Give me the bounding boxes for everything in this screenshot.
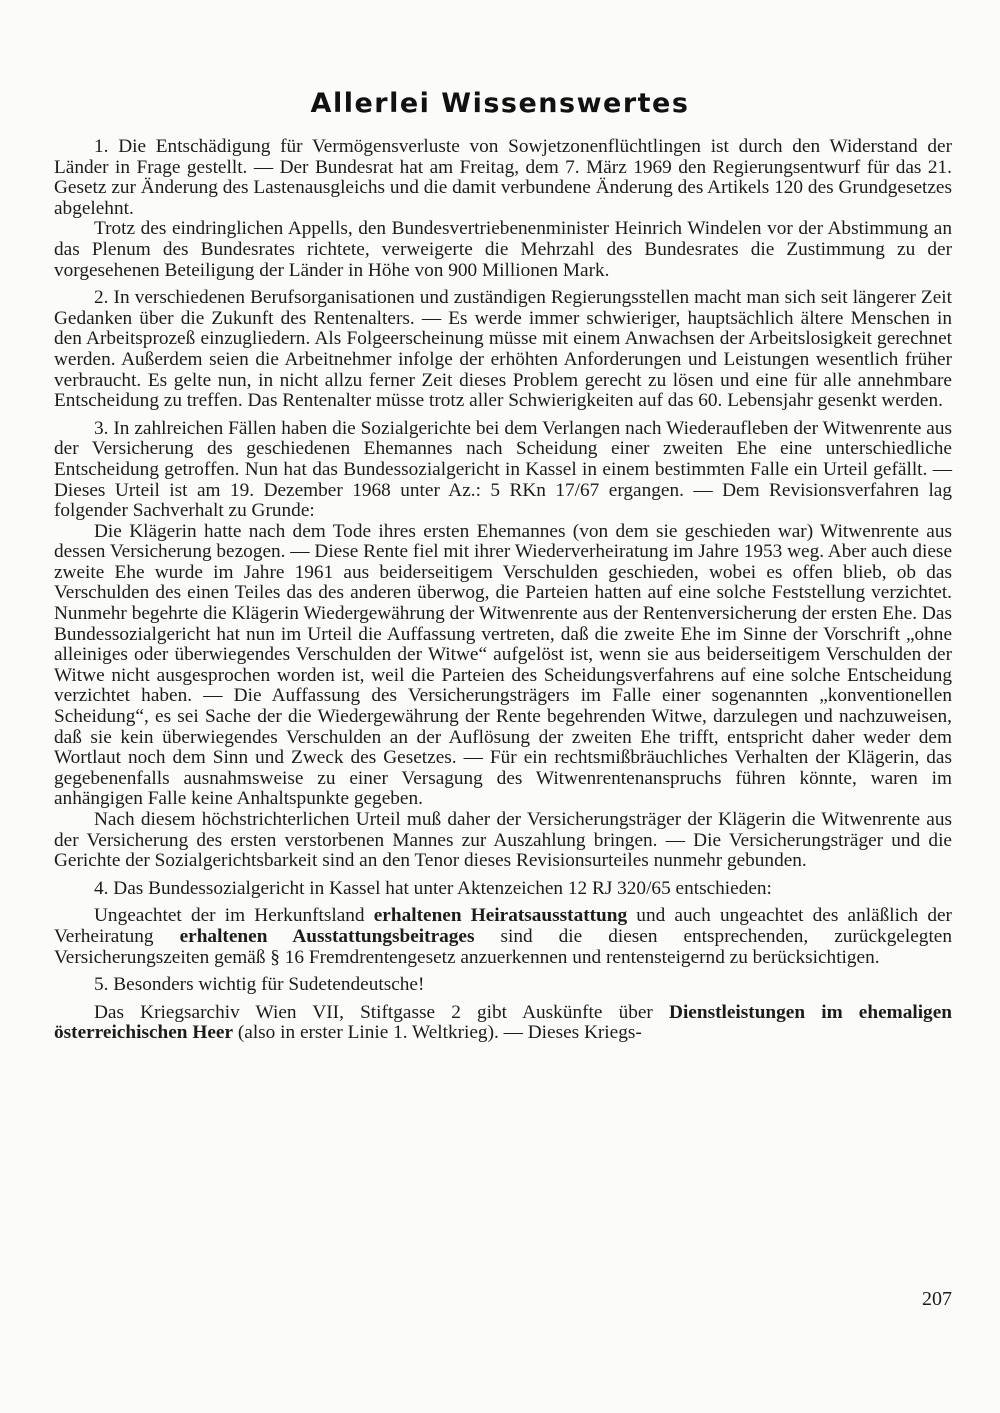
paragraph-2: 2. In verschiedenen Berufsorganisationen und zuständigen Regierungsstellen macht man sich seit längerer Zeit Gedanken über die Zukunft des Rentenalters. — Es werde immer schwieriger, hauptsächlich ältere Menschen in den Arbeitsprozeß einzugliedern. Als Folgeerscheinung müsse mit einem Anwachsen der Arbeitslosigkeit gerechnet werden. Außerdem seien die Arbeitnehmer infolge der erhöhten Anforderungen und Leistungen wesentlich früher verbraucht. Es gelte nun, in nicht allzu ferner Zeit dieses Problem gerecht zu lösen und eine für alle annehmbare Entscheidung zu treffen. Das Rentenalter müsse trotz aller Schwierigkeiten auf das 60. Lebensjahr gesenkt werden. xyxy=(54,287,952,412)
paragraph-4: 4. Das Bundessozialgericht in Kassel hat unter Aktenzeichen 12 RJ 320/65 entschieden: xyxy=(94,877,772,899)
page-title: Allerlei Wissenswertes xyxy=(310,88,690,119)
paragraph-3: 3. In zahlreichen Fällen haben die Sozialgerichte bei dem Verlangen nach Wiederaufleben der Witwenrente aus der Versicherung des geschiedenen Ehemannes nach Scheidung einer zweiten Ehe eine unterschiedliche Entscheidung getroffen. Nun hat das Bundessozialgericht in Kassel in einem bestimmten Falle ein Urteil gefällt. — Dieses Urteil ist am 19. Dezember 1968 unter Az.: 5 RKn 17/67 ergangen. — Dem Revisionsverfahren lag folgender Sachverhalt zu Grunde: xyxy=(54,417,952,522)
p4-text-a: Ungeachtet der im Herkunftsland xyxy=(94,905,374,927)
p5-text-c: (also in erster Linie 1. Weltkrieg). — Dieses Kriegs- xyxy=(233,1022,642,1044)
p4-bold-2: erhaltenen Ausstattungsbeitrages xyxy=(179,925,475,947)
paragraph-4-detail xyxy=(54,906,952,968)
article-body xyxy=(54,137,952,1044)
p5-text-a: Das Kriegsarchiv Wien VII, Stiftgasse 2 gibt Auskünfte über xyxy=(94,1001,670,1023)
paragraph-1: 1. Die Entschädigung für Vermögensverluste von Sowjetzonenflüchtlingen ist durch den Widerstand der Länder in Frage gestellt. — Der Bundesrat hat am Freitag, dem 7. März 1969 den Regierungsentwurf für das 21. Gesetz zur Änderung des Lastenausgleichs und die damit verbundene Änderung des Artikels 120 des Grundgesetzes abgelehnt. xyxy=(54,136,952,219)
paragraph-3b: Die Klägerin hatte nach dem Tode ihres ersten Ehemannes (von dem sie geschieden war) Witwenrente aus dessen Versicherung bezogen. — Diese Rente fiel mit ihrer Wiederverheiratung im Jahre 1953 weg. Aber auch diese zweite Ehe wurde im Jahre 1961 aus beiderseitigem Verschulden geschieden, wobei es offen blieb, ob das Verschulden des einen Teiles das des anderen überwog, die Parteien hatten auf eine solche Feststellung verzichtet. Nunmehr begehrte die Klägerin Wiedergewährung der Witwenrente aus der Rentenversicherung der ersten Ehe. Das Bundessozialgericht hat nun im Urteil die Auffassung vertreten, daß die zweite Ehe im Sinne der Vorschrift „ohne alleiniges oder überwiegendes Verschulden der Witwe“ aufgelöst ist, wenn sie aus beiderseitigem Verschulden der Witwe nicht ausgesprochen worden ist, weil die Parteien des Scheidungsverfahrens auf eine solche Entscheidung verzichtet haben. — Die Auffassung des Versicherungsträgers im Falle einer sogenannten „konventionellen Scheidung“, es sei Sache der die Wiedergewährung der Rente begehrenden Witwe, darzulegen und nachzuweisen, daß sie kein überwiegendes Verschulden an der Auflösung der zweiten Ehe trifft, entspricht daher weder dem Wortlaut noch dem Sinn und Zweck des Gesetzes. — Für ein rechtsmißbräuchliches Verhalten der Klägerin, das gegebenenfalls ausnahmsweise zu einer Versagung des Witwenrentenanspruchs führen könnte, waren im anhängigen Falle keine Anhaltspunkte gegeben. xyxy=(54,520,952,810)
paragraph-5-detail xyxy=(54,1003,952,1044)
paragraph-5: 5. Besonders wichtig für Sudetendeutsche! xyxy=(94,974,425,996)
paragraph-3c: Nach diesem höchstrichterlichen Urteil muß daher der Versicherungsträger der Klägerin die Witwenrente aus der Versicherung des ersten verstorbenen Mannes zur Auszahlung bringen. — Die Versicherungsträger und die Gerichte der Sozialgerichtsbarkeit sind an den Tenor dieses Revisionsurteiles nunmehr gebunden. xyxy=(54,809,952,872)
p4-text-d: sind die diesen entsprechenden, zurückgelegten Versicherungszeiten gemäß § 16 Fremdrentengesetz anzuerkennen und rentensteigernd zu berücksichtigen. xyxy=(54,925,953,968)
p4-bold-1: erhaltenen Heiratsausstattung xyxy=(373,905,628,927)
p4-text-c: und auch ungeachtet des anläßlich der Verheiratung xyxy=(54,905,952,947)
p5-bold: Dienstleistungen im ehemaligen österreichischen Heer xyxy=(54,1001,952,1044)
paragraph-1b: Trotz des eindringlichen Appells, den Bundesvertriebenenminister Heinrich Windelen vor der Abstimmung an das Plenum des Bundesrates richtete, verweigerte die Mehrzahl des Bundesrates die Zustimmung zu der vorgesehenen Beteiligung der Länder in Höhe von 900 Millionen Mark. xyxy=(54,218,952,281)
page-number: 207 xyxy=(922,1288,952,1310)
